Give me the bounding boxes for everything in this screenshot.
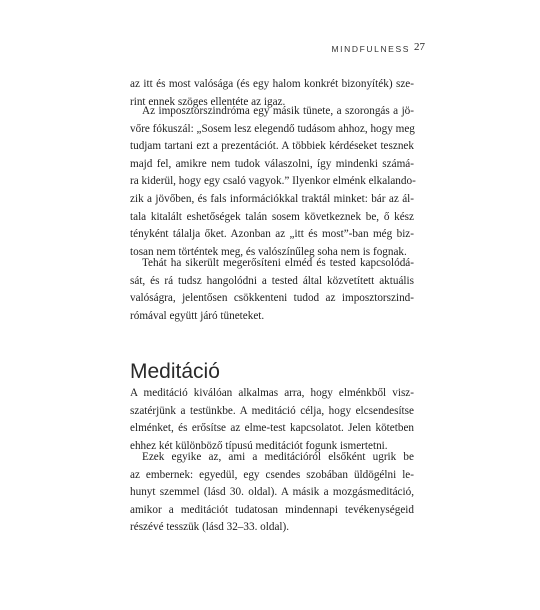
text-line: zik a jövőben, és fals információkkal traktál minket: bár az ál-: [130, 192, 414, 205]
text-line: Ezek egyike az, ami a meditációról elsőként ugrik be: [142, 451, 414, 463]
text-line: hunyt szemmel (lásd 30. oldal). A másik a mozgásmeditáció,: [130, 486, 414, 499]
text-line: részévé tesszük (lásd 32–33. oldal).: [130, 521, 290, 534]
text-line: tala kitalált eshetőségek talán sosem következnek be, ő kész: [130, 210, 414, 223]
text-line: sát, és rá tudsz hangolódni a tested által közvetített aktuális: [130, 274, 414, 287]
text-line: az itt és most valósága (és egy halom konkrét bizonyíték) sze-: [130, 78, 414, 90]
section-heading: Meditáció: [130, 360, 220, 384]
text-line: szatérjünk a testünkbe. A meditáció célja, hogy elcsendesítse: [130, 404, 414, 417]
paragraph-conclusion: [130, 255, 414, 325]
paragraph-meditation-intro: [130, 385, 414, 455]
text-line: rint ennek szöges ellentéte az igaz.: [130, 95, 286, 108]
text-line: valóságra, jelentősen csökkenteni tudod az imposztorszind-: [130, 292, 414, 305]
text-line: ra kiderül, hogy egy csaló vagyok.” Ilyenkor elménk elkalando-: [130, 175, 416, 188]
text-line: tudjam tartani ezt a prezentációt. A többiek kérdéseket tesznek: [130, 140, 414, 153]
page-number: 27: [414, 41, 425, 53]
paragraph-meditation-types: [130, 449, 414, 537]
text-line: Az imposztorszindróma egy másik tünete, a szorongás a jö-: [142, 105, 414, 117]
text-line: A meditáció kiválóan alkalmas arra, hogy elménkből visz-: [130, 387, 414, 399]
text-line: majd fel, amikre nem tudok válaszolni, így mindenki számá-: [130, 157, 414, 170]
text-line: Tehát ha sikerült megerősíteni elméd és tested kapcsolódá-: [142, 257, 414, 269]
text-line: ehhez két különböző típusú meditációt fogunk ismertetni.: [130, 439, 388, 452]
text-line: rómával együtt járó tüneteket.: [130, 309, 265, 322]
text-line: vőre fókuszál: „Sosem lesz elegendő tudásom ahhoz, hogy meg: [130, 122, 415, 135]
paragraph-anxiety: [130, 103, 414, 261]
text-line: amikor a meditációt tudatosan mindennapi tevékenységeid: [130, 503, 414, 516]
text-line: tosan nem történtek meg, és valószínűleg soha nem is fognak.: [130, 245, 407, 258]
text-line: tényként tálalja őket. Azonban az „itt és most”-ban még biz-: [130, 228, 414, 241]
text-line: elménket, és erősítse az elme-test kapcsolatot. Jelen kötetben: [130, 422, 414, 435]
running-header: MINDFULNESS: [331, 44, 410, 54]
text-line: az embernek: egyedül, egy csendes szobában üldögélni le-: [130, 468, 414, 481]
